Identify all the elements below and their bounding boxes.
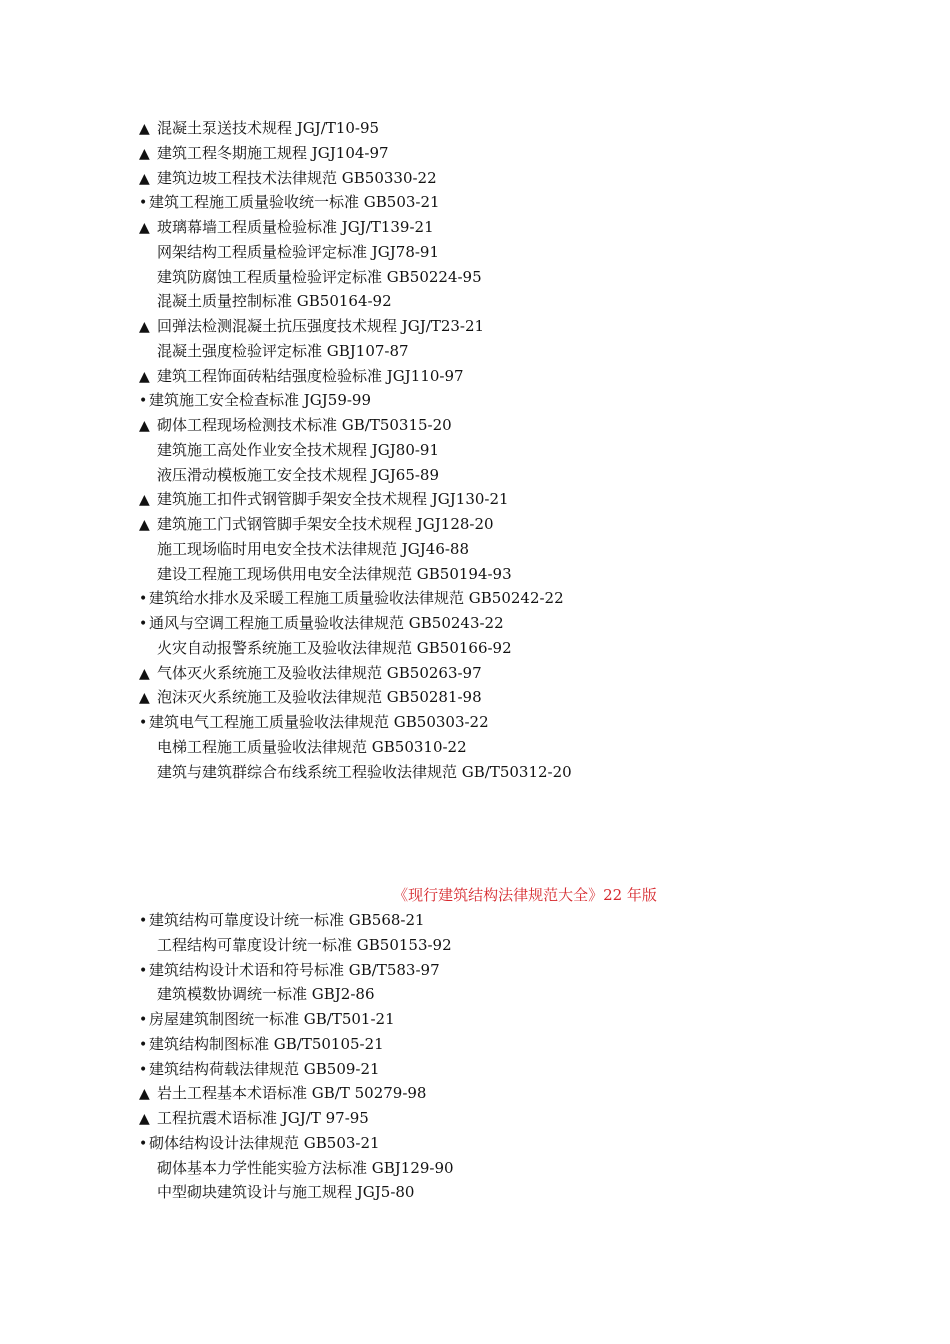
list-item [139,240,839,265]
list-item [139,215,839,240]
list-item [139,487,839,512]
list-item [139,1106,839,1131]
triangle-bullet-icon: ▲ [139,418,150,434]
list-item-text: 混凝土强度检验评定标准 GBJ107-87 [157,341,409,360]
list-item-text: 建筑边坡工程技术法律规范 GB50330-22 [157,168,437,187]
list-item-text: 施工现场临时用电安全技术法律规范 JGJ46-88 [157,539,470,558]
list-item [139,438,839,463]
dot-bullet-icon: • [139,195,148,212]
list-item [139,685,839,710]
list-item-text: 气体灭火系统施工及验收法律规范 GB50263-97 [157,663,482,682]
list-item-text: 建设工程施工现场供用电安全法律规范 GB50194-93 [157,564,512,583]
dot-bullet-icon: • [139,1036,148,1053]
list-item-text: 建筑施工扣件式钢管脚手架安全技术规程 JGJ130-21 [157,490,509,509]
list-item [139,933,839,958]
list-item-text: 建筑施工门式钢管脚手架安全技术规程 JGJ128-20 [157,515,494,533]
triangle-bullet-icon: ▲ [139,1086,150,1103]
triangle-bullet-icon: ▲ [139,690,150,707]
list-item-text: 岩土工程基本术语标准 GB/T 50279-98 [157,1084,427,1103]
dot-bullet-icon: • [139,1135,148,1152]
list-item [139,537,839,562]
list-item-text: 建筑施工安全检查标准 JGJ59-99 [149,391,372,410]
dot-bullet-icon: • [139,1061,148,1078]
dot-bullet-icon: • [139,393,148,410]
list-item [139,611,839,636]
dot-bullet-icon: • [139,962,148,979]
list-item [139,982,839,1007]
list-item [139,265,839,290]
list-item-text: 房屋建筑制图统一标准 GB/T501-21 [149,1010,395,1028]
list-item-text: 工程结构可靠度设计统一标准 GB50153-92 [157,935,452,954]
triangle-bullet-icon: ▲ [139,121,150,137]
list-item-text: 液压滑动模板施工安全技术规程 JGJ65-89 [157,465,440,484]
triangle-bullet-icon: ▲ [139,319,150,335]
list-item [139,1180,839,1205]
list-item-text: 建筑工程冬期施工规程 JGJ104-97 [157,143,389,162]
dot-bullet-icon: • [139,616,148,632]
standards-list-bottom [139,908,839,1205]
list-item-text: 砌体结构设计法律规范 GB503-21 [149,1133,380,1152]
list-item [139,661,839,686]
section-title: 《现行建筑结构法律规范大全》22 年版 [393,886,657,904]
list-item-text: 玻璃幕墙工程质量检验标准 JGJ/T139-21 [157,218,434,236]
triangle-bullet-icon: ▲ [139,665,150,682]
list-item-text: 混凝土质量控制标准 GB50164-92 [157,292,392,311]
list-item [139,958,839,983]
list-item-text: 建筑结构荷载法律规范 GB509-21 [149,1059,380,1078]
triangle-bullet-icon: ▲ [139,492,150,509]
standards-list-top [139,116,839,784]
list-item-text: 建筑施工高处作业安全技术规程 JGJ80-91 [157,440,440,459]
triangle-bullet-icon: ▲ [139,145,150,162]
dot-bullet-icon: • [139,1012,148,1028]
list-item-text: 建筑防腐蚀工程质量检验评定标准 GB50224-95 [157,267,482,286]
list-item [139,116,839,141]
list-item [139,586,839,611]
list-item [139,141,839,166]
list-item [139,1057,839,1082]
list-item [139,512,839,537]
list-item [139,735,839,760]
list-item [139,463,839,488]
list-item-text: 砌体基本力学性能实验方法标准 GBJ129-90 [157,1158,454,1177]
list-item [139,289,839,314]
list-item-text: 建筑结构可靠度设计统一标准 GB568-21 [149,911,425,929]
list-item [139,166,839,191]
list-item-text: 通风与空调工程施工质量验收法律规范 GB50243-22 [149,614,504,632]
dot-bullet-icon: • [139,715,148,731]
list-item-text: 建筑结构制图标准 GB/T50105-21 [149,1034,384,1053]
list-item-text: 泡沫灭火系统施工及验收法律规范 GB50281-98 [157,688,482,707]
list-item-text: 砌体工程现场检测技术标准 GB/T50315-20 [157,416,452,434]
list-item-text: 网架结构工程质量检验评定标准 JGJ78-91 [157,242,440,261]
triangle-bullet-icon: ▲ [139,170,150,187]
list-item [139,339,839,364]
list-item-text: 建筑电气工程施工质量验收法律规范 GB50303-22 [149,713,489,731]
triangle-bullet-icon: ▲ [139,368,150,385]
list-item [139,388,839,413]
list-item-text: 建筑给水排水及采暖工程施工质量验收法律规范 GB50242-22 [149,589,564,608]
dot-bullet-icon: • [139,591,148,608]
list-item [139,636,839,661]
list-item-text: 建筑工程饰面砖粘结强度检验标准 JGJ110-97 [157,366,464,385]
list-item [139,1007,839,1032]
triangle-bullet-icon: ▲ [139,220,150,236]
list-item-text: 建筑模数协调统一标准 GBJ2-86 [157,985,375,1004]
list-item [139,1156,839,1181]
list-item [139,562,839,587]
list-item [139,1131,839,1156]
dot-bullet-icon: • [139,913,148,929]
list-item [139,1032,839,1057]
triangle-bullet-icon: ▲ [139,517,150,533]
list-item-text: 混凝土泵送技术规程 JGJ/T10-95 [157,119,380,137]
list-item-text: 建筑工程施工质量验收统一标准 GB503-21 [149,193,440,212]
list-item [139,908,839,933]
list-item [139,364,839,389]
list-item [139,710,839,735]
list-item-text: 工程抗震术语标准 JGJ/T 97-95 [157,1109,369,1127]
list-item-text: 火灾自动报警系统施工及验收法律规范 GB50166-92 [157,638,512,657]
list-item-text: 建筑结构设计术语和符号标准 GB/T583-97 [149,960,440,979]
triangle-bullet-icon: ▲ [139,1111,150,1127]
list-item [139,413,839,438]
list-item-text: 建筑与建筑群综合布线系统工程验收法律规范 GB/T50312-20 [157,762,572,781]
list-item [139,190,839,215]
list-item [139,760,839,785]
list-item [139,314,839,339]
list-item-text: 中型砌块建筑设计与施工规程 JGJ5-80 [157,1183,415,1202]
list-item-text: 回弹法检测混凝土抗压强度技术规程 JGJ/T23-21 [157,317,485,335]
list-item-text: 电梯工程施工质量验收法律规范 GB50310-22 [157,737,467,756]
list-item [139,1081,839,1106]
